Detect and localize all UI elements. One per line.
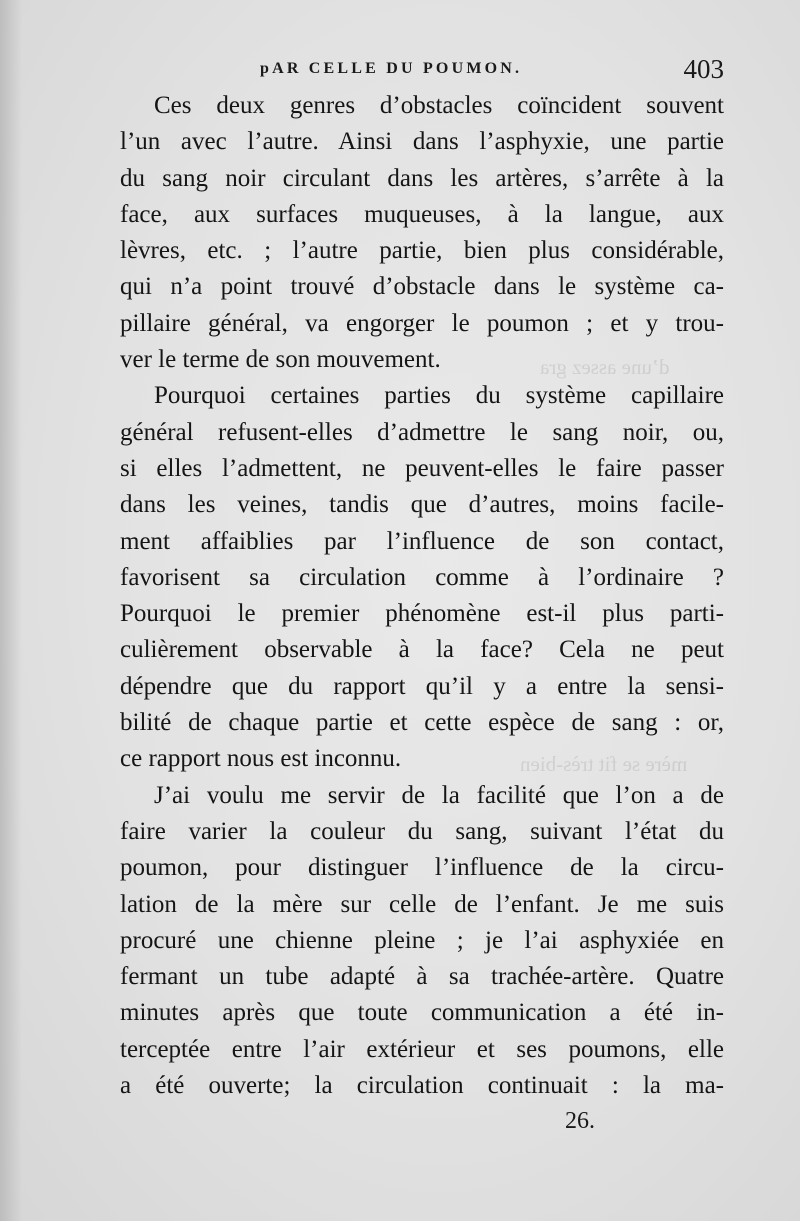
text-line: terceptée entre l’air extérieur et ses poumons, elle (120, 1035, 724, 1063)
text-line: Pourquoi certaines parties du système capillaire (154, 382, 724, 410)
text-line: ver le terme de son mouvement. (120, 346, 441, 374)
text-line: dans les veines, tandis que d’autres, moins facile- (120, 491, 724, 519)
text-line: Ces deux genres d’obstacles coïncident souvent (154, 92, 724, 119)
text-line: face, aux surfaces muqueuses, à la langue, aux (120, 200, 724, 228)
text-line: minutes après que toute communication a été in- (120, 999, 724, 1027)
text-line: si elles l’admettent, ne peuvent-elles le faire passer (120, 454, 724, 482)
signature-mark: 26. (565, 1108, 595, 1134)
text-line: culièrement observable à la face? Cela ne peut (120, 636, 724, 664)
text-line: lation de la mère sur celle de l’enfant. Je me suis (120, 890, 724, 918)
text-line: J’ai voulu me servir de la facilité que l’on a de (154, 781, 724, 809)
page-number: 403 (683, 54, 724, 84)
show-through-text: mère se fit très-bien (520, 752, 688, 776)
text-line: ment affaiblies par l’influence de son contact, (120, 527, 724, 555)
binding-gutter-shadow (0, 0, 22, 1221)
text-line: qui n’a point trouvé d’obstacle dans le système ca- (120, 273, 724, 301)
text-line: procuré une chienne pleine ; je l’ai asphyxiée en (120, 926, 724, 954)
text-line: favorisent sa circulation comme à l’ordinaire ? (120, 563, 724, 591)
text-line: ce rapport nous est inconnu. (120, 745, 402, 773)
text-line: dépendre que du rapport qu’il y a entre la sensi- (120, 672, 724, 700)
text-line: Pourquoi le premier phénomène est-il plus parti- (120, 600, 724, 628)
text-line: fermant un tube adapté à sa trachée-artère. Quatre (120, 963, 724, 991)
text-line: pillaire général, va engorger le poumon ; et y trou- (120, 309, 724, 337)
text-line: faire varier la couleur du sang, suivant l’état du (120, 817, 724, 845)
running-head: pAR CELLE DU POUMON. (260, 60, 523, 77)
text-line: poumon, pour distinguer l’influence de la circu- (120, 854, 724, 882)
show-through-text: d’une assez gra (540, 355, 670, 379)
text-line: lèvres, etc. ; l’autre partie, bien plus considérable, (120, 237, 724, 265)
text-line: du sang noir circulant dans les artères, s’arrête à la (120, 164, 724, 192)
text-line: a été ouverte; la circulation continuait : la ma- (120, 1072, 724, 1100)
text-line: l’un avec l’autre. Ainsi dans l’asphyxie, une partie (120, 128, 724, 156)
text-line: général refusent-elles d’admettre le sang noir, ou, (120, 418, 724, 446)
text-line: bilité de chaque partie et cette espèce de sang : or, (120, 709, 724, 737)
body-text (120, 88, 724, 1104)
page-header (120, 56, 724, 90)
